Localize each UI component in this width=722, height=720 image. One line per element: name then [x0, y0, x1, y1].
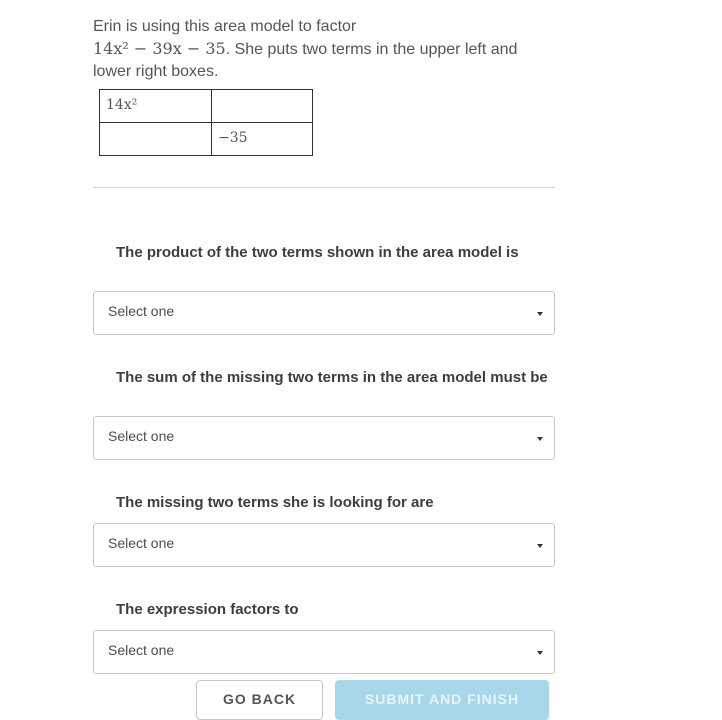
area-cell-bottom-right: −35 — [212, 123, 313, 156]
problem-statement — [93, 16, 533, 83]
question-4-select[interactable] — [93, 630, 555, 674]
submit-and-finish-button[interactable]: SUBMIT AND FINISH — [335, 680, 549, 720]
question-3-label: The missing two terms she is looking for are — [116, 494, 434, 511]
select-value: Select one — [108, 642, 175, 658]
question-2-label: The sum of the missing two terms in the area model must be — [116, 369, 548, 386]
question-2-select[interactable] — [93, 416, 555, 460]
select-value: Select one — [108, 428, 175, 444]
go-back-button[interactable]: GO BACK — [196, 680, 323, 720]
area-cell-top-right — [212, 90, 313, 123]
problem-rest: . She puts two terms in the upper left and lower right boxes. — [93, 41, 518, 80]
select-value: Select one — [108, 303, 175, 319]
section-divider — [93, 187, 555, 188]
area-cell-top-left: 14x² — [100, 90, 212, 123]
area-cell-bottom-left — [100, 123, 212, 156]
question-1-select[interactable] — [93, 291, 555, 335]
area-model-row — [100, 123, 313, 156]
chevron-down-icon — [537, 651, 543, 655]
area-model-table — [99, 89, 313, 156]
problem-expression: 14x² − 39x − 35 — [93, 39, 226, 58]
question-1-label: The product of the two terms shown in the area model is — [116, 244, 519, 261]
question-4-label: The expression factors to — [116, 601, 299, 618]
area-model-row — [100, 90, 313, 123]
select-value: Select one — [108, 535, 175, 551]
question-3-select[interactable] — [93, 523, 555, 567]
chevron-down-icon — [537, 437, 543, 441]
chevron-down-icon — [537, 312, 543, 316]
chevron-down-icon — [537, 544, 543, 548]
problem-intro: Erin is using this area model to factor — [93, 18, 357, 35]
